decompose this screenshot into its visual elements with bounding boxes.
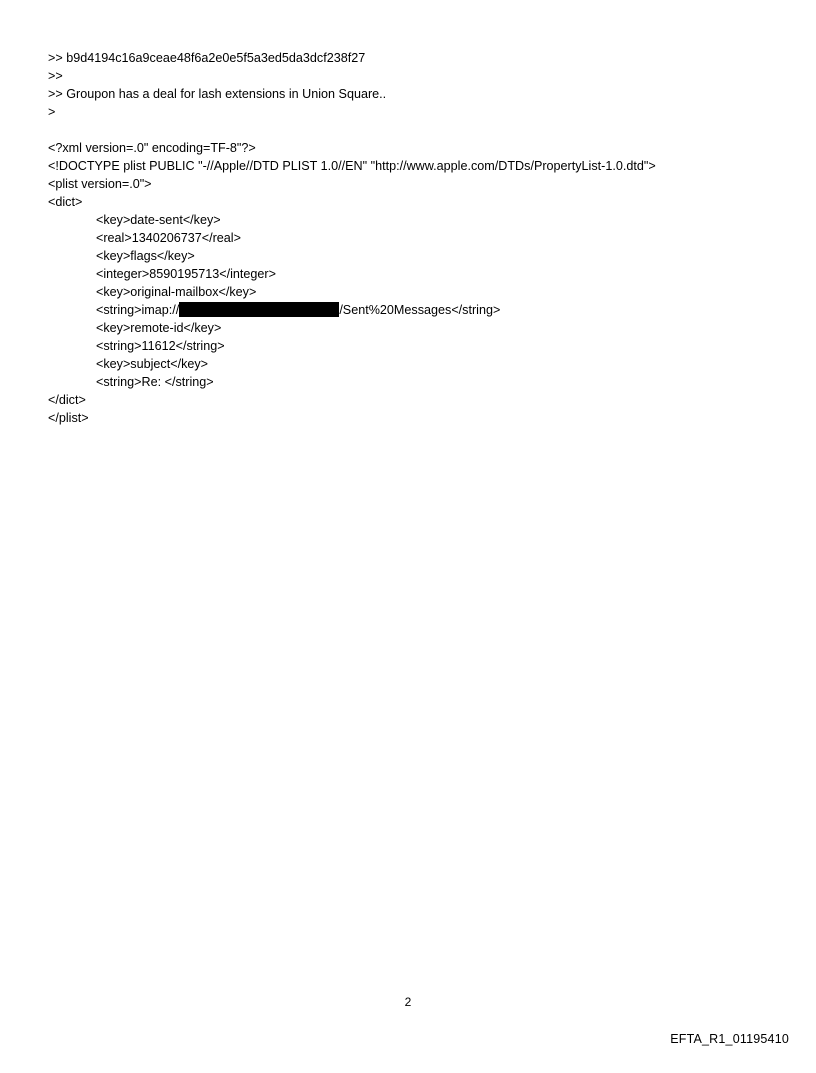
plist-entry: <key>flags</key> <box>96 249 195 263</box>
redaction-block <box>179 302 339 317</box>
quoted-line: >> <box>48 69 63 83</box>
blank-line <box>48 121 768 139</box>
mailbox-suffix: /Sent%20Messages</string> <box>339 303 501 317</box>
bates-number: EFTA_R1_01195410 <box>670 1032 789 1046</box>
plist-open-tag: <plist version=.0"> <box>48 177 152 191</box>
plist-entry: <string>Re: </string> <box>96 375 214 389</box>
doctype-line: <!DOCTYPE plist PUBLIC "-//Apple//DTD PLIST 1.0//EN" "http://www.apple.com/DTDs/PropertyList-1.0.dtd"> <box>48 159 656 173</box>
mailbox-string-line <box>48 301 768 319</box>
plist-entry: <key>remote-id</key> <box>96 321 222 335</box>
quoted-line: >> b9d4194c16a9ceae48f6a2e0e5f5a3ed5da3dcf238f27 <box>48 51 366 65</box>
quoted-line: > <box>48 105 56 119</box>
quoted-line: >> Groupon has a deal for lash extensions in Union Square.. <box>48 87 387 101</box>
dict-close-tag: </dict> <box>48 393 86 407</box>
page-number: 2 <box>404 995 412 1009</box>
plist-entry: <string>11612</string> <box>96 339 225 353</box>
plist-close-tag: </plist> <box>48 411 89 425</box>
plist-entry: <key>subject</key> <box>96 357 209 371</box>
plist-entry: <key>date-sent</key> <box>96 213 221 227</box>
document-body <box>48 49 768 427</box>
plist-entry: <real>1340206737</real> <box>96 231 241 245</box>
plist-entry: <key>original-mailbox</key> <box>96 285 257 299</box>
xml-declaration: <?xml version=.0" encoding=TF-8"?> <box>48 141 256 155</box>
plist-entry: <integer>8590195713</integer> <box>96 267 276 281</box>
mailbox-prefix: <string>imap:// <box>96 303 180 317</box>
dict-open-tag: <dict> <box>48 195 83 209</box>
